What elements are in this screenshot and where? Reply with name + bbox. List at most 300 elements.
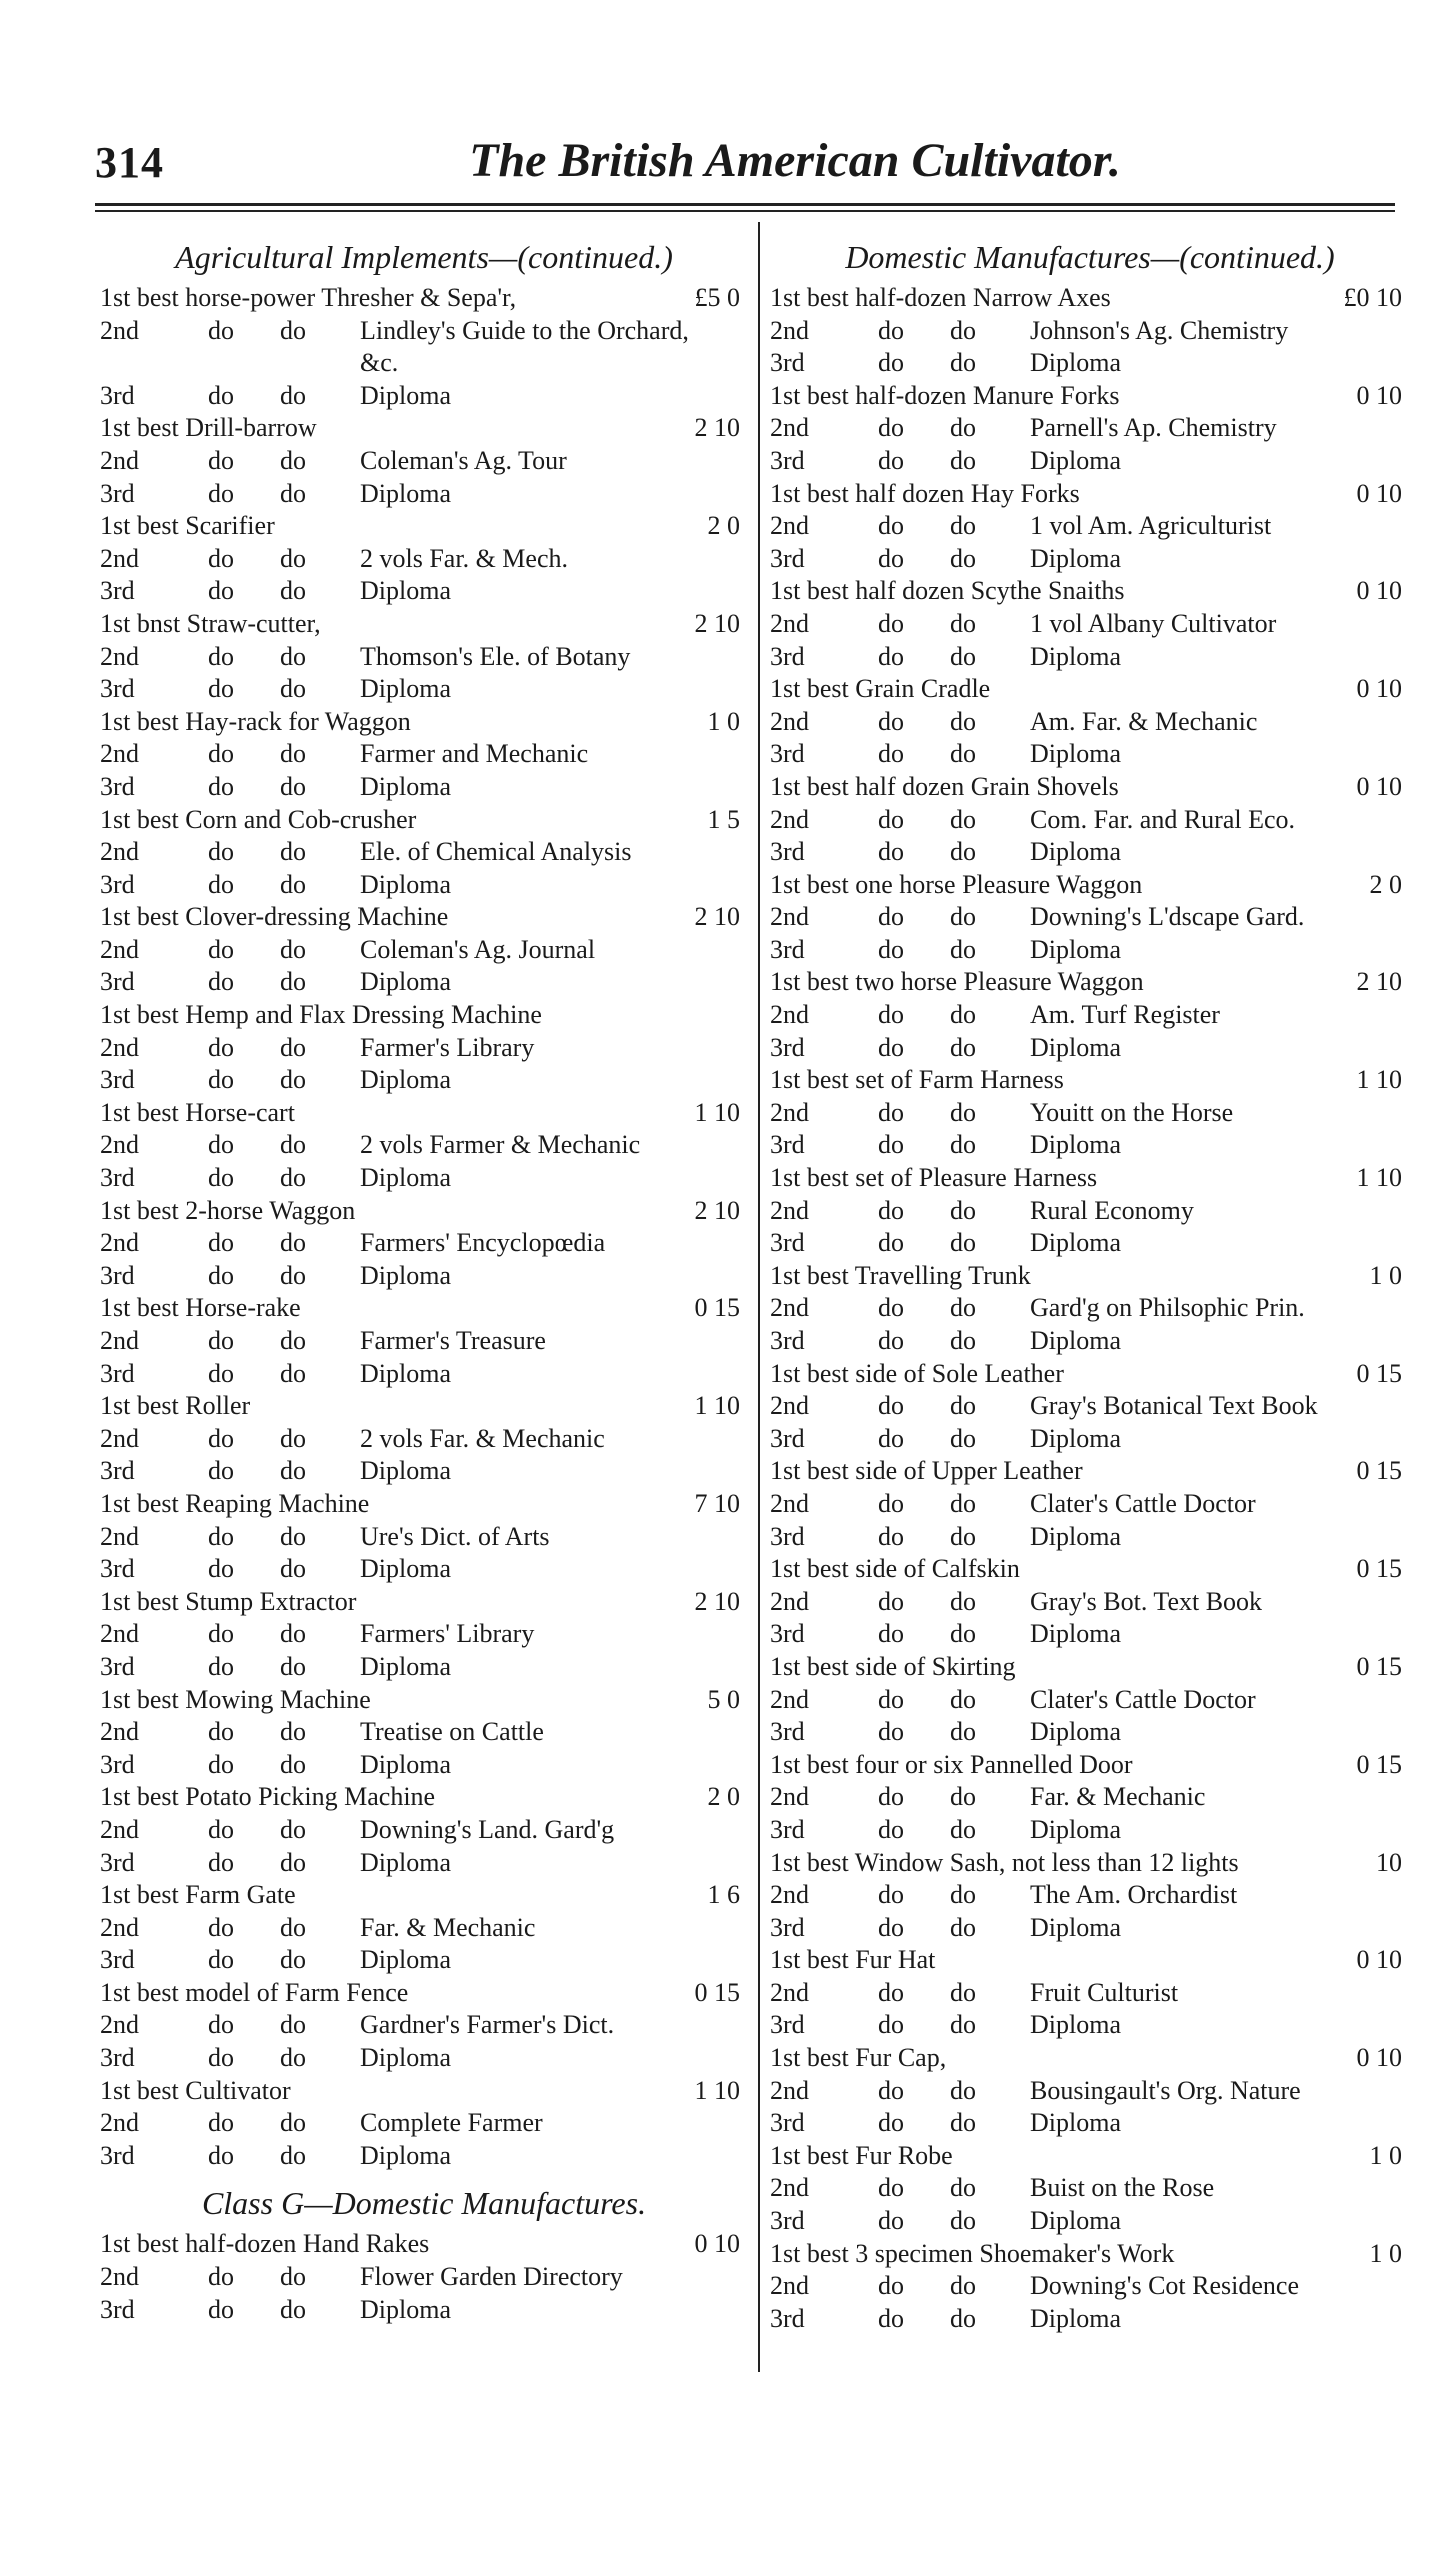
award-book: Fruit Culturist [1030, 1977, 1179, 2007]
ditto-mark: do [878, 1391, 904, 1421]
award-place: 3rd [100, 2294, 135, 2324]
award-entry [770, 706, 1410, 739]
ditto-mark: do [208, 2108, 234, 2138]
ditto-mark: do [208, 1065, 234, 1095]
ditto-mark: do [950, 1391, 976, 1421]
right-column [770, 232, 1410, 2335]
award-book: Diploma [360, 2043, 451, 2073]
ditto-mark: do [208, 934, 234, 964]
award-place: 2nd [770, 902, 809, 932]
prize-amount: 0 10 [1356, 674, 1402, 704]
ditto-mark: do [950, 804, 976, 834]
award-book: Diploma [360, 1260, 451, 1290]
ditto-mark: do [878, 2010, 904, 2040]
award-book: Diploma [1030, 1521, 1121, 1551]
award-book: Diploma [1030, 1619, 1121, 1649]
ditto-mark: do [878, 804, 904, 834]
award-entry [100, 1553, 748, 1586]
ditto-mark: do [950, 1814, 976, 1844]
prize-description: 1st bnst Straw-cutter, [100, 608, 321, 638]
ditto-mark: do [878, 1032, 904, 1062]
award-book: Diploma [1030, 1032, 1121, 1062]
ditto-mark: do [950, 1717, 976, 1747]
ditto-mark: do [208, 1521, 234, 1551]
ditto-mark: do [878, 348, 904, 378]
ditto-mark: do [208, 674, 234, 704]
award-book: Diploma [360, 869, 451, 899]
award-book: Diploma [1030, 2206, 1121, 2236]
prize-amount: £0 10 [1343, 283, 1402, 312]
ditto-mark: do [280, 380, 306, 410]
ditto-mark: do [280, 1130, 306, 1160]
award-place: 2nd [100, 1130, 139, 1160]
award-entry [770, 2009, 1410, 2042]
column-heading: Agricultural Implements—(continued.) [175, 239, 673, 275]
ditto-mark: do [208, 869, 234, 899]
award-book: Ele. of Chemical Analysis [360, 837, 632, 867]
ditto-mark: do [280, 1163, 306, 1193]
award-place: 2nd [770, 1293, 809, 1323]
prize-description: 1st best Stump Extractor [100, 1586, 357, 1616]
prize-description: 1st best two horse Pleasure Waggon [770, 967, 1144, 997]
prize-description: 1st best Fur Cap, [770, 2043, 947, 2073]
award-entry [770, 510, 1410, 543]
award-entry [770, 445, 1410, 478]
award-entry [100, 2261, 748, 2294]
ditto-mark: do [950, 1228, 976, 1258]
award-book: Lindley's Guide to the Orchard, &c. [360, 315, 689, 378]
prize-entry [770, 1260, 1410, 1293]
prize-amount: 1 10 [694, 1097, 740, 1127]
ditto-mark: do [208, 2294, 234, 2324]
ditto-mark: do [878, 1912, 904, 1942]
award-entry [100, 2107, 748, 2140]
ditto-mark: do [950, 1097, 976, 1127]
prize-amount: 0 15 [1356, 1651, 1402, 1681]
award-book: 1 vol Am. Agriculturist [1030, 511, 1272, 541]
award-place: 3rd [770, 1619, 805, 1649]
award-book: Diploma [1030, 934, 1121, 964]
prize-amount: 2 10 [694, 1586, 740, 1616]
prize-entry [770, 1162, 1410, 1195]
ditto-mark: do [280, 315, 306, 345]
award-book: Ure's Dict. of Arts [360, 1521, 550, 1551]
ditto-mark: do [208, 1163, 234, 1193]
prize-entry [100, 1684, 748, 1717]
prize-description: 1st best half dozen Hay Forks [770, 478, 1080, 508]
prize-description: 1st best Grain Cradle [770, 674, 991, 704]
award-entry [770, 2172, 1410, 2205]
award-book: Diploma [360, 1456, 451, 1486]
prize-amount: 0 10 [1356, 2043, 1402, 2073]
prize-amount: 1 0 [707, 706, 740, 736]
ditto-mark: do [208, 771, 234, 801]
award-place: 2nd [770, 511, 809, 541]
award-entry [770, 1618, 1410, 1651]
ditto-mark: do [950, 2010, 976, 2040]
prize-description: 1st best Roller [100, 1391, 251, 1421]
award-entry [770, 2205, 1410, 2238]
prize-list [770, 282, 1410, 2335]
award-place: 2nd [770, 413, 809, 443]
prize-amount: 0 15 [1356, 1749, 1402, 1779]
ditto-mark: do [878, 1977, 904, 2007]
prize-entry [100, 1390, 748, 1423]
prize-amount: 1 10 [1356, 1163, 1402, 1193]
running-title: The British American Cultivator. [469, 134, 1121, 187]
prize-amount: 0 10 [694, 2229, 740, 2259]
award-place: 2nd [100, 445, 139, 475]
prize-entry [100, 608, 748, 641]
ditto-mark: do [878, 739, 904, 769]
award-entry [100, 575, 748, 608]
ditto-mark: do [950, 1423, 976, 1453]
award-place: 2nd [100, 1032, 139, 1062]
ditto-mark: do [208, 1260, 234, 1290]
ditto-mark: do [950, 2271, 976, 2301]
prize-entry [770, 1944, 1410, 1977]
award-book: Gray's Botanical Text Book [1030, 1391, 1318, 1421]
ditto-mark: do [878, 1586, 904, 1616]
ditto-mark: do [878, 2206, 904, 2236]
ditto-mark: do [950, 511, 976, 541]
ditto-mark: do [950, 1326, 976, 1355]
prize-entry [100, 1488, 748, 1521]
award-place: 2nd [100, 315, 139, 345]
award-entry [770, 738, 1410, 771]
award-book: Diploma [1030, 2010, 1121, 2040]
award-place: 3rd [100, 1651, 135, 1681]
ditto-mark: do [950, 1488, 976, 1518]
prize-description: 1st best side of Sole Leather [770, 1358, 1064, 1388]
award-place: 2nd [770, 1684, 809, 1714]
award-entry [770, 1129, 1410, 1162]
award-place: 2nd [100, 1717, 139, 1747]
prize-amount: 1 10 [694, 2075, 740, 2105]
award-entry [770, 1423, 1410, 1456]
prize-entry [770, 869, 1410, 902]
prize-description: 1st best set of Pleasure Harness [770, 1163, 1098, 1193]
award-place: 2nd [770, 2075, 809, 2105]
award-place: 3rd [770, 348, 805, 378]
award-place: 3rd [770, 2206, 805, 2236]
award-book: Downing's L'dscape Gard. [1030, 902, 1305, 932]
ditto-mark: do [280, 869, 306, 899]
prize-description: 1st best Fur Hat [770, 1945, 936, 1975]
ditto-mark: do [208, 1912, 234, 1942]
award-book: Am. Far. & Mechanic [1030, 706, 1258, 736]
prize-description: 1st best Reaping Machine [100, 1488, 370, 1518]
award-place: 3rd [770, 1130, 805, 1160]
ditto-mark: do [208, 1326, 234, 1355]
award-book: Clater's Cattle Doctor [1030, 1488, 1256, 1518]
award-place: 3rd [100, 2140, 135, 2170]
award-entry [770, 804, 1410, 837]
prize-amount: 0 10 [1356, 1945, 1402, 1975]
award-book: Gray's Bot. Text Book [1030, 1586, 1263, 1616]
award-entry [770, 1684, 1410, 1717]
award-book: Diploma [1030, 445, 1121, 475]
ditto-mark: do [878, 934, 904, 964]
ditto-mark: do [878, 1619, 904, 1649]
award-place: 2nd [770, 804, 809, 834]
award-entry [100, 1325, 748, 1358]
award-place: 2nd [100, 1423, 139, 1453]
award-entry [770, 412, 1410, 445]
ditto-mark: do [208, 380, 234, 410]
ditto-mark: do [950, 543, 976, 573]
award-place: 3rd [770, 1521, 805, 1551]
award-place: 3rd [770, 2108, 805, 2138]
prize-entry [770, 282, 1410, 315]
award-entry [100, 2294, 748, 2327]
award-place: 2nd [770, 608, 809, 638]
award-place: 2nd [770, 1782, 809, 1812]
ditto-mark: do [208, 2043, 234, 2073]
award-place: 3rd [100, 869, 135, 899]
prize-amount: 0 15 [694, 1293, 740, 1323]
award-place: 3rd [100, 478, 135, 508]
award-book: 2 vols Far. & Mech. [360, 543, 568, 573]
prize-description: 1st best four or six Pannelled Door [770, 1749, 1133, 1779]
award-entry [100, 543, 748, 576]
award-place: 3rd [770, 739, 805, 769]
award-entry [770, 934, 1410, 967]
prize-description: 1st best Horse-rake [100, 1293, 301, 1323]
ditto-mark: do [950, 1195, 976, 1225]
award-place: 3rd [770, 445, 805, 475]
ditto-mark: do [280, 1065, 306, 1095]
award-book: Diploma [1030, 1717, 1121, 1747]
ditto-mark: do [208, 641, 234, 671]
award-entry [100, 1521, 748, 1554]
award-book: Farmers' Encyclopœdia [360, 1228, 606, 1258]
award-entry [100, 1358, 748, 1391]
ditto-mark: do [878, 1195, 904, 1225]
ditto-mark: do [280, 641, 306, 671]
ditto-mark: do [878, 1684, 904, 1714]
ditto-mark: do [280, 1717, 306, 1747]
ditto-mark: do [280, 2262, 306, 2292]
prize-entry [100, 804, 748, 837]
ditto-mark: do [280, 1651, 306, 1681]
prize-description: 1st best 2-horse Waggon [100, 1195, 356, 1225]
award-entry [770, 2270, 1410, 2303]
ditto-mark: do [950, 934, 976, 964]
award-entry [770, 1227, 1410, 1260]
award-entry [100, 380, 748, 413]
award-book: Farmer and Mechanic [360, 739, 589, 769]
award-entry [100, 1749, 748, 1782]
header-rule [95, 203, 1395, 206]
ditto-mark: do [878, 1488, 904, 1518]
prize-entry [100, 1195, 748, 1228]
ditto-mark: do [878, 2075, 904, 2105]
award-place: 2nd [100, 934, 139, 964]
prize-description: 1st best Farm Gate [100, 1880, 296, 1910]
award-book: Treatise on Cattle [360, 1717, 544, 1747]
prize-amount: 1 6 [707, 1880, 740, 1910]
award-book: Farmers' Library [360, 1619, 535, 1649]
award-book: Diploma [360, 967, 451, 997]
ditto-mark: do [208, 837, 234, 867]
ditto-mark: do [950, 1782, 976, 1812]
prize-description: 1st best Mowing Machine [100, 1684, 371, 1714]
award-place: 2nd [100, 1326, 139, 1355]
prize-description: 1st best half-dozen Manure Forks [770, 380, 1120, 410]
ditto-mark: do [280, 1619, 306, 1649]
prize-entry [100, 999, 748, 1032]
ditto-mark: do [950, 2303, 976, 2333]
prize-amount: 2 10 [694, 608, 740, 638]
prize-description: 1st best Clover-dressing Machine [100, 902, 449, 932]
award-entry [100, 2009, 748, 2042]
award-entry [100, 1064, 748, 1097]
award-place: 3rd [770, 543, 805, 573]
award-entry [100, 1716, 748, 1749]
ditto-mark: do [280, 1814, 306, 1844]
award-place: 2nd [100, 2010, 139, 2040]
award-entry [770, 1195, 1410, 1228]
ditto-mark: do [950, 1130, 976, 1160]
prize-description: 1st best Fur Robe [770, 2140, 953, 2170]
award-book: Youitt on the Horse [1030, 1097, 1234, 1127]
prize-amount: 7 10 [694, 1488, 740, 1518]
award-place: 2nd [770, 1488, 809, 1518]
award-place: 3rd [100, 2043, 135, 2073]
prize-description: 1st best Hemp and Flax Dressing Machine [100, 1000, 542, 1030]
prize-entry [100, 1097, 748, 1130]
prize-description: 1st best Hay-rack for Waggon [100, 706, 411, 736]
ditto-mark: do [878, 511, 904, 541]
ditto-mark: do [878, 1521, 904, 1551]
class-heading: Class G—Domestic Manufactures. [201, 2185, 647, 2222]
ditto-mark: do [950, 739, 976, 769]
ditto-mark: do [950, 2206, 976, 2236]
ditto-mark: do [280, 1749, 306, 1779]
award-entry [770, 2075, 1410, 2108]
award-book: Downing's Land. Gard'g [360, 1814, 615, 1844]
ditto-mark: do [280, 1326, 306, 1355]
award-book: Diploma [360, 478, 451, 508]
award-place: 2nd [770, 1195, 809, 1225]
prize-amount: 0 15 [694, 1977, 740, 2007]
prize-entry [770, 1749, 1410, 1782]
award-book: Diploma [360, 674, 451, 704]
prize-entry [100, 1879, 748, 1912]
award-entry [770, 2303, 1410, 2336]
ditto-mark: do [208, 739, 234, 769]
award-book: Diploma [1030, 348, 1121, 378]
prize-entry [100, 1977, 748, 2010]
ditto-mark: do [950, 1684, 976, 1714]
prize-entry [770, 2042, 1410, 2075]
ditto-mark: do [878, 1782, 904, 1812]
award-book: Far. & Mechanic [1030, 1782, 1206, 1812]
ditto-mark: do [878, 1293, 904, 1323]
award-place: 2nd [100, 837, 139, 867]
prize-description: 1st best Cultivator [100, 2075, 291, 2105]
award-place: 2nd [770, 1977, 809, 2007]
ditto-mark: do [280, 1521, 306, 1551]
prize-amount: 2 0 [707, 511, 740, 541]
ditto-mark: do [208, 1749, 234, 1779]
ditto-mark: do [950, 1000, 976, 1030]
award-book: Diploma [1030, 739, 1121, 769]
prize-entry [100, 1586, 748, 1619]
award-place: 3rd [100, 1945, 135, 1975]
award-book: Downing's Cot Residence [1030, 2271, 1299, 2301]
award-entry [100, 1618, 748, 1651]
award-place: 2nd [770, 706, 809, 736]
ditto-mark: do [208, 1423, 234, 1453]
page-number: 314 [95, 138, 164, 187]
prize-amount: 0 10 [1356, 771, 1402, 801]
prize-entry [770, 478, 1410, 511]
award-place: 3rd [770, 641, 805, 671]
award-entry [100, 1814, 748, 1847]
award-book: Diploma [1030, 2108, 1121, 2138]
prize-description: 1st best half dozen Grain Shovels [770, 771, 1119, 801]
award-place: 3rd [100, 380, 135, 410]
award-place: 3rd [770, 2010, 805, 2040]
award-place: 3rd [770, 1228, 805, 1258]
award-entry [770, 1912, 1410, 1945]
ditto-mark: do [208, 576, 234, 606]
prize-amount: 0 10 [1356, 380, 1402, 410]
ditto-mark: do [878, 445, 904, 475]
header-rule-thin [95, 210, 1395, 212]
award-entry [100, 445, 748, 478]
prize-description: 1st best half-dozen Narrow Axes [770, 283, 1111, 312]
award-place: 3rd [100, 1456, 135, 1486]
award-place: 3rd [100, 1358, 135, 1388]
ditto-mark: do [878, 706, 904, 736]
award-entry [770, 901, 1410, 934]
award-book: Diploma [1030, 837, 1121, 867]
award-entry [770, 836, 1410, 869]
award-book: Thomson's Ele. of Botany [360, 641, 631, 671]
prize-amount: 2 10 [1356, 967, 1402, 997]
award-entry [100, 966, 748, 999]
award-place: 3rd [100, 1554, 135, 1584]
award-entry [100, 1847, 748, 1880]
ditto-mark: do [950, 902, 976, 932]
award-place: 3rd [770, 1717, 805, 1747]
ditto-mark: do [208, 967, 234, 997]
prize-entry [100, 1292, 748, 1325]
award-book: Diploma [1030, 1326, 1121, 1355]
ditto-mark: do [950, 706, 976, 736]
ditto-mark: do [280, 837, 306, 867]
ditto-mark: do [208, 1619, 234, 1649]
prize-description: 1st best 3 specimen Shoemaker's Work [770, 2238, 1175, 2268]
award-entry [770, 1521, 1410, 1554]
ditto-mark: do [280, 967, 306, 997]
award-place: 3rd [770, 2303, 805, 2333]
award-book: 1 vol Albany Cultivator [1030, 608, 1277, 638]
ditto-mark: do [950, 413, 976, 443]
prize-entry [770, 1455, 1410, 1488]
column-divider [758, 222, 760, 2372]
ditto-mark: do [950, 1586, 976, 1616]
award-place: 2nd [100, 1228, 139, 1258]
award-place: 3rd [770, 1814, 805, 1844]
ditto-mark: do [878, 1814, 904, 1844]
award-entry [100, 478, 748, 511]
award-place: 2nd [770, 1097, 809, 1127]
award-entry [770, 608, 1410, 641]
